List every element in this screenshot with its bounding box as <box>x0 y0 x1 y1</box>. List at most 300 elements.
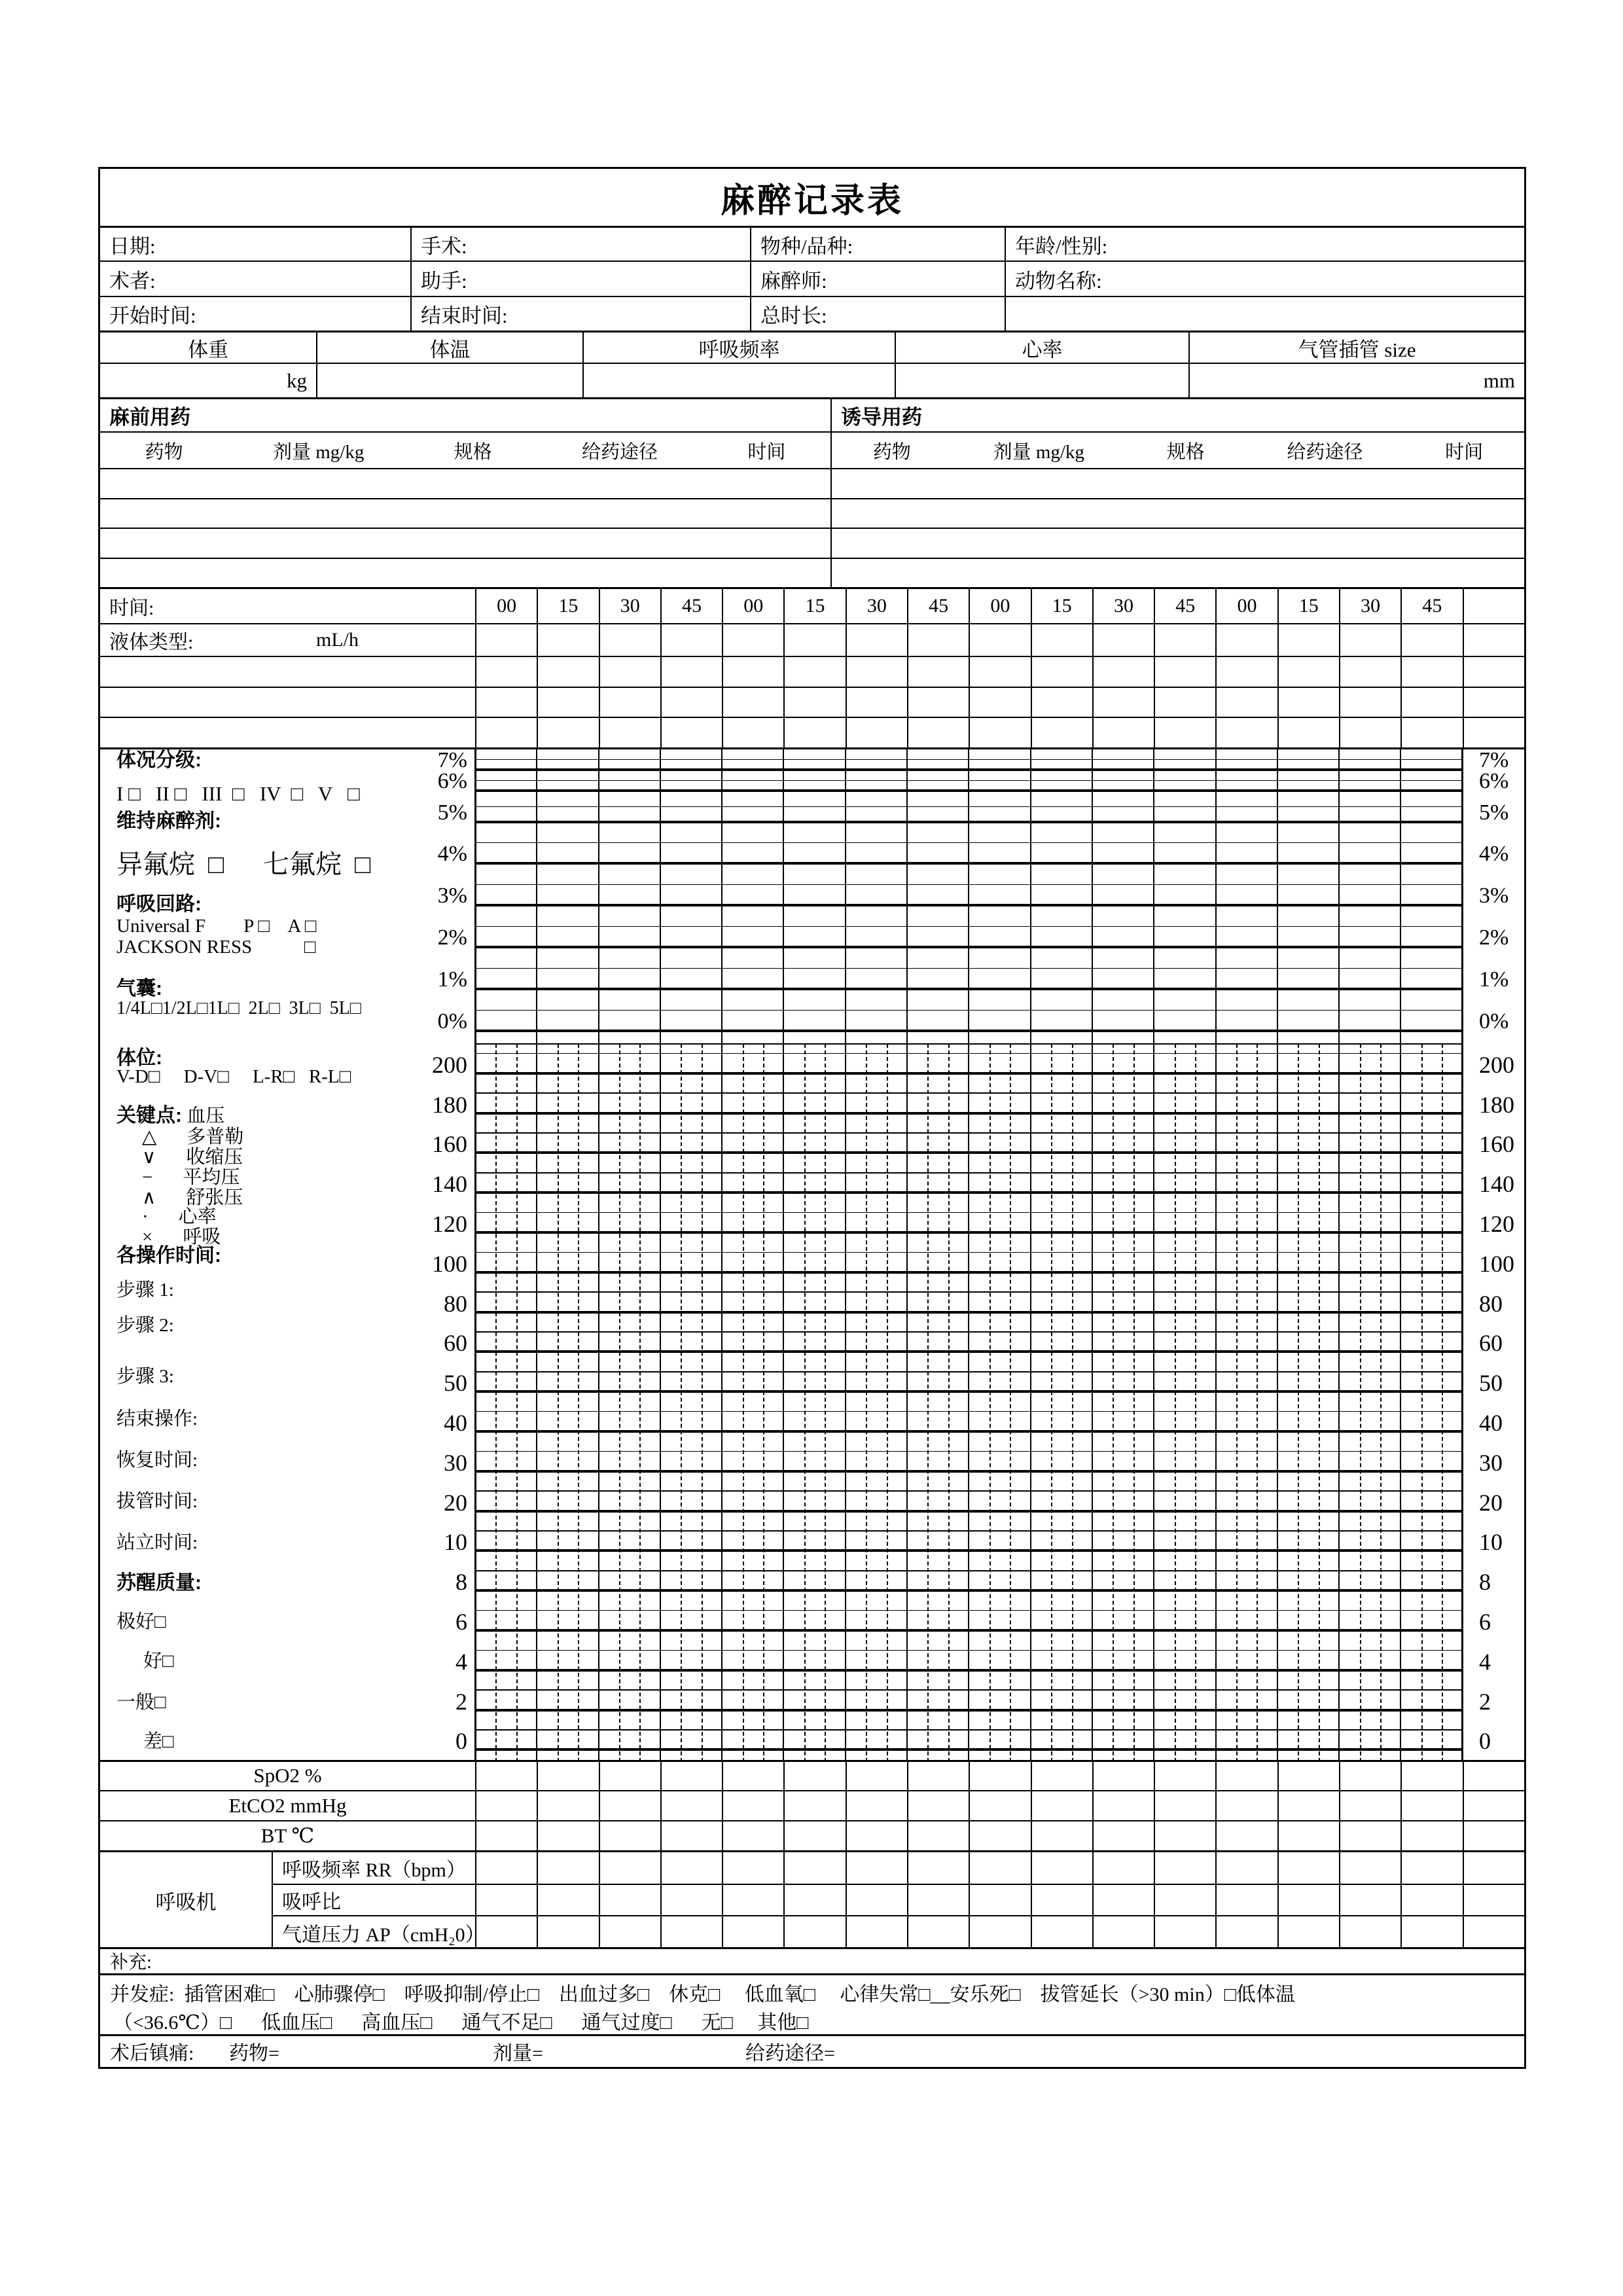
info-cell-0-2: 物种/品种: <box>750 228 1005 260</box>
fluid-extra-cell <box>660 688 722 717</box>
vital-scale-label-left: 6 <box>455 1608 467 1635</box>
fluid-extra-cell <box>969 688 1030 717</box>
vital-grid-thick-line <box>475 1191 1463 1194</box>
monitor-row <box>100 1760 1524 1790</box>
vital-grid-thin-line <box>475 1729 1463 1731</box>
monitor-cell <box>1031 1791 1092 1820</box>
chart-dashed-vline <box>927 1044 929 1762</box>
left-panel-text: 体位: <box>116 1047 162 1069</box>
drug-col-header-1-4: 时间 <box>1445 441 1484 463</box>
vital-scale-label-right: 8 <box>1479 1569 1491 1596</box>
info-cell-0-0: 日期: <box>109 234 156 258</box>
ventilator-sublabel-0: 呼吸频率 RR（bpm） <box>282 1859 466 1881</box>
fluid-extra-cell <box>846 688 907 717</box>
info-table <box>100 226 1524 331</box>
fluid-cell-13 <box>1277 624 1339 656</box>
fluid-extra-cell <box>1092 718 1154 747</box>
legend-text: 呼吸 <box>183 1226 221 1247</box>
ventilator-cell <box>1092 1916 1154 1949</box>
fluid-cell-4 <box>722 624 783 656</box>
drug-entry-right <box>830 529 1524 558</box>
fluid-extra-row <box>100 717 1524 747</box>
monitor-cell <box>1215 1821 1277 1850</box>
pct-grid-thick-line <box>475 862 1463 865</box>
chart-dashed-vline <box>990 1044 991 1762</box>
ventilator-cell <box>537 1885 598 1915</box>
chart-dashed-vline <box>1236 1044 1238 1762</box>
info-cell-1-0: 术者: <box>100 260 410 296</box>
ventilator-cell <box>846 1852 907 1884</box>
fluid-extra-cell <box>722 657 783 687</box>
fluid-extra-cell <box>846 657 907 687</box>
time-cell-12: 00 <box>1215 589 1277 623</box>
vital-scale-label-right: 10 <box>1479 1529 1503 1556</box>
legend-text: 多普勒 <box>187 1126 244 1147</box>
chart-dashed-vline <box>1113 1044 1114 1762</box>
pct-grid-thin-line <box>475 842 1463 844</box>
ventilator-cell <box>660 1916 722 1949</box>
ventilator-cell <box>1463 1916 1524 1949</box>
legend-text: 收缩压 <box>186 1146 243 1168</box>
vital-grid-thin-line <box>475 1490 1463 1492</box>
fluid-extra-cell <box>475 657 537 687</box>
info-cell-2-0: 开始时间: <box>100 296 410 331</box>
chart-dashed-vline <box>1133 1044 1135 1762</box>
drug-entry-right <box>830 469 1524 498</box>
monitor-cell <box>907 1762 969 1790</box>
time-cell-6: 30 <box>846 589 907 623</box>
vital-scale-label-left: 4 <box>455 1648 467 1675</box>
fluid-extra-cell <box>1031 688 1092 717</box>
info-cell-0-1: 手术: <box>410 228 750 260</box>
ventilator-cell <box>660 1885 722 1915</box>
fluid-extra-cell <box>1154 718 1215 747</box>
chart-section-divider <box>475 1043 1463 1045</box>
pct-scale-label-right: 3% <box>1479 883 1509 908</box>
monitor-cell <box>660 1762 722 1790</box>
chart-region <box>100 747 1524 1760</box>
chart-dashed-vline <box>866 1044 867 1762</box>
vital-scale-label-right: 160 <box>1479 1131 1514 1158</box>
premed-columns <box>100 433 830 468</box>
drug-entry-row <box>100 468 1524 498</box>
left-panel-text: 维持麻醉剂: <box>116 810 221 832</box>
monitor-cell <box>783 1821 845 1850</box>
fluid-extra-cell <box>722 718 783 747</box>
vital-grid-thick-line <box>475 1231 1463 1234</box>
monitor-cell <box>907 1791 969 1820</box>
left-panel-text: 体况分级: <box>116 749 202 771</box>
left-panel-text: 步骤 2: <box>116 1314 174 1336</box>
fluid-extra-cell <box>907 688 969 717</box>
vital-scale-label-right: 100 <box>1479 1250 1514 1277</box>
ventilator-section <box>100 1850 1524 1947</box>
fluid-extra-cell <box>1463 688 1524 717</box>
monitor-cell <box>1092 1821 1154 1850</box>
drug-col-header-0-4: 时间 <box>747 441 786 463</box>
drug-col-header-1-1: 剂量 mg/kg <box>993 441 1084 463</box>
info-cell-2-2: 总时长: <box>750 296 1005 331</box>
vitals-unit-cell-3 <box>895 364 1188 397</box>
time-cell-7: 45 <box>907 589 969 623</box>
vital-scale-label-right: 20 <box>1479 1489 1503 1516</box>
vital-scale-label-right: 80 <box>1479 1290 1503 1317</box>
fluid-extra-row <box>100 687 1524 717</box>
ventilator-cell <box>1400 1885 1462 1915</box>
ventilator-cell <box>599 1852 660 1884</box>
chart-dashed-vline <box>1298 1044 1299 1762</box>
fluid-extra-label <box>100 718 475 747</box>
fluid-extra-cell <box>599 718 660 747</box>
time-cell-3: 45 <box>660 589 722 623</box>
fluid-cell-15 <box>1400 624 1462 656</box>
chart-dashed-vline <box>763 1044 764 1762</box>
left-panel-text: I □ II □ III □ IV □ V □ <box>116 781 360 805</box>
monitor-cell <box>1339 1821 1400 1850</box>
vitals-units-row <box>100 363 1524 397</box>
pct-scale-label-left: 4% <box>437 841 467 866</box>
ventilator-cell <box>1463 1852 1524 1884</box>
fluid-extra-cell <box>1277 688 1339 717</box>
ventilator-sublabel-1: 吸呼比 <box>282 1891 341 1913</box>
chart-dashed-vline <box>1380 1044 1382 1762</box>
ventilator-cell <box>1277 1916 1339 1949</box>
monitor-cell <box>475 1762 537 1790</box>
pct-scale-label-left: 7% <box>437 747 467 772</box>
pct-scale-label-right: 0% <box>1479 1009 1509 1033</box>
vital-scale-label-right: 60 <box>1479 1330 1503 1357</box>
monitor-cell <box>969 1821 1030 1850</box>
vital-grid-thick-line <box>475 1430 1463 1433</box>
pct-scale-label-right: 2% <box>1479 925 1509 950</box>
vital-scale-label-left: 40 <box>444 1409 467 1436</box>
vital-grid-thin-line <box>475 1291 1463 1293</box>
ventilator-cell <box>969 1916 1030 1949</box>
legend-symbol: ∧ <box>142 1187 156 1208</box>
ventilator-cell <box>846 1885 907 1915</box>
medication-section-headers <box>100 397 1524 431</box>
pct-grid-thick-line <box>475 988 1463 990</box>
left-panel-text: JACKSON RESS □ <box>116 936 316 958</box>
fluid-cell-11 <box>1154 624 1215 656</box>
chart-dashed-vline <box>639 1044 641 1762</box>
info-cell-1-3: 动物名称: <box>1005 260 1524 296</box>
chart-dashed-vline <box>1175 1044 1176 1762</box>
drug-entry-left <box>100 559 830 588</box>
left-panel-text: Universal F P □ A □ <box>116 915 317 937</box>
vital-grid-thick-line <box>475 1549 1463 1552</box>
fluid-extra-cell <box>599 657 660 687</box>
chart-dashed-vline <box>1010 1044 1011 1762</box>
monitor-cell <box>907 1821 969 1850</box>
time-cell-14: 30 <box>1339 589 1400 623</box>
time-label: 时间: <box>109 598 154 619</box>
fluid-extra-cell <box>1339 688 1400 717</box>
fluid-cell-16 <box>1463 624 1524 656</box>
fluid-cell-3 <box>660 624 722 656</box>
pct-grid-thin-line <box>475 926 1463 927</box>
ventilator-cell <box>475 1852 537 1884</box>
legend-text: 舒张压 <box>186 1187 243 1208</box>
fluid-extra-cell <box>1092 688 1154 717</box>
vitals-unit-cell-0: kg <box>287 368 307 392</box>
page-title: 麻醉记录表 <box>720 182 904 220</box>
ventilator-cell <box>1215 1916 1277 1949</box>
vital-scale-label-left: 8 <box>455 1569 467 1596</box>
ventilator-cell <box>783 1916 845 1949</box>
vital-grid-thick-line <box>475 1350 1463 1353</box>
left-panel-text: 一般□ <box>116 1691 166 1713</box>
vital-scale-label-right: 40 <box>1479 1409 1503 1436</box>
drug-col-header-0-2: 规格 <box>454 441 492 463</box>
fluid-cell-12 <box>1215 624 1277 656</box>
monitor-cell <box>475 1821 537 1850</box>
pct-grid-thin-line <box>475 759 1463 761</box>
info-cell-0-3: 年龄/性别: <box>1005 228 1524 260</box>
fluid-extra-row <box>100 656 1524 687</box>
vital-grid-thin-line <box>475 1092 1463 1094</box>
pct-grid-thick-line <box>475 946 1463 948</box>
pct-scale-label-left: 5% <box>437 800 467 825</box>
drug-entry-left <box>100 529 830 558</box>
ventilator-cell <box>722 1916 783 1949</box>
induction-columns <box>830 433 1524 468</box>
legend-symbol: − <box>142 1166 153 1188</box>
vital-grid-thin-line <box>475 1212 1463 1213</box>
monitor-cell <box>1400 1791 1462 1820</box>
left-panel-text: 关键点: <box>116 1104 182 1126</box>
vital-grid-thick-line <box>475 1748 1463 1751</box>
left-panel-text: 步骤 1: <box>116 1279 174 1300</box>
monitor-row <box>100 1790 1524 1820</box>
monitor-cell <box>1215 1791 1277 1820</box>
ventilator-sublabel-2: 气道压力 AP（cmH₂0） <box>282 1924 485 1946</box>
fluid-extra-cell <box>599 688 660 717</box>
fluid-cell-0 <box>475 624 537 656</box>
vital-grid-thin-line <box>475 1650 1463 1651</box>
pct-grid-thick-line <box>475 1030 1463 1032</box>
drug-col-header-0-0: 药物 <box>145 441 183 463</box>
monitor-cell <box>1092 1791 1154 1820</box>
legend-symbol: × <box>142 1226 153 1247</box>
monitor-cell <box>846 1791 907 1820</box>
vital-grid-thin-line <box>475 1570 1463 1571</box>
drug-entry-right <box>830 499 1524 528</box>
vital-scale-label-right: 2 <box>1479 1688 1491 1715</box>
time-cell-15: 45 <box>1400 589 1462 623</box>
chart-dashed-vline <box>619 1044 620 1762</box>
vital-grid-thin-line <box>475 1610 1463 1611</box>
postop-drug: 药物= <box>229 2043 279 2065</box>
fluid-extra-cell <box>1277 718 1339 747</box>
chart-dashed-vline <box>681 1044 682 1762</box>
monitor-cell <box>846 1762 907 1790</box>
monitor-row <box>100 1820 1524 1850</box>
left-panel-text: 站立时间: <box>116 1532 198 1553</box>
ventilator-row <box>273 1852 1524 1884</box>
left-panel-text: 各操作时间: <box>116 1244 221 1266</box>
monitor-cell <box>1277 1791 1339 1820</box>
vital-scale-label-left: 0 <box>455 1728 467 1755</box>
vital-grid-thin-line <box>475 1530 1463 1532</box>
left-panel-text: 差□ <box>143 1731 174 1752</box>
chart-dashed-vline <box>516 1044 518 1762</box>
fluid-extra-cell <box>1277 657 1339 687</box>
time-cell-10: 30 <box>1092 589 1154 623</box>
monitor-cell <box>1277 1821 1339 1850</box>
vital-scale-label-right: 200 <box>1479 1051 1514 1078</box>
legend-text: 平均压 <box>183 1166 240 1188</box>
left-panel-text: 1/4L□1/2L□1L□ 2L□ 3L□ 5L□ <box>116 997 361 1018</box>
fluid-extra-label <box>100 688 475 717</box>
time-cell-4: 00 <box>722 589 783 623</box>
pct-scale-label-right: 5% <box>1479 800 1509 825</box>
pct-grid-thick-line <box>475 821 1463 823</box>
vital-scale-label-left: 80 <box>444 1290 467 1317</box>
vital-grid-thin-line <box>475 1172 1463 1174</box>
ventilator-cell <box>1277 1885 1339 1915</box>
drug-col-header-0-3: 给药途径 <box>582 441 658 463</box>
fluid-extra-cell <box>537 657 598 687</box>
vital-grid-thin-line <box>475 1371 1463 1372</box>
monitor-cell <box>599 1762 660 1790</box>
chart-dashed-vline <box>1421 1044 1423 1762</box>
left-panel-text: 呼吸回路: <box>116 893 202 915</box>
fluid-extra-cell <box>1400 718 1462 747</box>
pct-scale-label-left: 3% <box>437 883 467 908</box>
fluid-extra-cell <box>1215 688 1277 717</box>
vital-scale-label-left: 30 <box>444 1449 467 1476</box>
pct-grid-thick-line <box>475 789 1463 792</box>
fluid-cell-2 <box>599 624 660 656</box>
vital-scale-label-right: 120 <box>1479 1210 1514 1237</box>
ventilator-cell <box>1031 1885 1092 1915</box>
pct-grid-thin-line <box>475 968 1463 969</box>
chart-dashed-vline <box>1195 1044 1196 1762</box>
fluid-cell-6 <box>846 624 907 656</box>
vitals-header-3: 心率 <box>895 332 1188 363</box>
time-cell-5: 15 <box>783 589 845 623</box>
time-cell-2: 30 <box>599 589 660 623</box>
pct-grid-thin-line <box>475 780 1463 781</box>
ventilator-cell <box>907 1885 969 1915</box>
monitor-cell <box>537 1791 598 1820</box>
fluid-extra-cell <box>969 718 1030 747</box>
drug-entry-row <box>100 558 1524 588</box>
fluid-cell-14 <box>1339 624 1400 656</box>
drug-entry-left <box>100 469 830 498</box>
fluid-type-label: 液体类型: <box>109 632 194 653</box>
left-panel-text: 气囊: <box>116 977 162 999</box>
chart-dashed-vline <box>1051 1044 1052 1762</box>
monitor-cell <box>475 1791 537 1820</box>
fluid-extra-cell <box>1215 718 1277 747</box>
postop-route: 给药途径= <box>745 2043 835 2065</box>
monitor-cell <box>722 1821 783 1850</box>
fluid-extra-cell <box>783 718 845 747</box>
chart-dashed-vline <box>1442 1044 1443 1762</box>
monitor-cell <box>1154 1791 1215 1820</box>
time-cell-9: 15 <box>1031 589 1092 623</box>
form-title-row <box>100 169 1524 226</box>
chart-dashed-vline <box>578 1044 579 1762</box>
time-header-row <box>100 587 1524 623</box>
left-panel-text: V-D□ D-V□ L-R□ R-L□ <box>116 1066 351 1087</box>
fluid-rate-unit: mL/h <box>316 629 359 651</box>
vital-scale-label-right: 180 <box>1479 1091 1514 1118</box>
ventilator-cell <box>907 1852 969 1884</box>
time-cell-11: 45 <box>1154 589 1215 623</box>
drug-col-header-1-3: 给药途径 <box>1287 441 1363 463</box>
left-panel-text: 恢复时间: <box>116 1449 198 1471</box>
drug-entry-row <box>100 498 1524 528</box>
pct-grid-thin-line <box>475 884 1463 886</box>
fluid-label-cell <box>100 624 475 656</box>
fluid-extra-cell <box>846 718 907 747</box>
ventilator-cell <box>599 1885 660 1915</box>
monitor-cell <box>1031 1762 1092 1790</box>
ventilator-cell <box>1463 1885 1524 1915</box>
fluid-extra-cell <box>1215 657 1277 687</box>
fluid-extra-cell <box>660 718 722 747</box>
monitor-cell <box>1154 1821 1215 1850</box>
vital-scale-label-left: 180 <box>432 1091 467 1118</box>
legend-text: 心率 <box>178 1206 217 1227</box>
vital-grid-thick-line <box>475 1271 1463 1274</box>
ventilator-cell <box>1154 1852 1215 1884</box>
vital-scale-label-left: 140 <box>432 1171 467 1198</box>
fluid-extra-cell <box>660 657 722 687</box>
monitor-cell <box>1339 1791 1400 1820</box>
supplement-row <box>100 1947 1524 1973</box>
postop-label: 术后镇痛: <box>110 2043 194 2065</box>
vital-grid-thin-line <box>475 1252 1463 1253</box>
time-cell-16 <box>1463 589 1524 623</box>
monitor-cell <box>1339 1762 1400 1790</box>
anesthesia-record-form <box>98 167 1526 2069</box>
time-cell-13: 15 <box>1277 589 1339 623</box>
vital-scale-label-right: 30 <box>1479 1449 1503 1476</box>
vitals-header-4: 气管插管 size <box>1188 332 1524 363</box>
monitor-cell <box>537 1821 598 1850</box>
monitor-cell <box>846 1821 907 1850</box>
pct-scale-label-right: 7% <box>1479 747 1509 772</box>
vital-scale-label-left: 120 <box>432 1210 467 1237</box>
induction-title: 诱导用药 <box>830 399 1524 431</box>
fluid-extra-cell <box>1339 718 1400 747</box>
ventilator-cell <box>1215 1852 1277 1884</box>
left-panel-text: 拔管时间: <box>116 1490 198 1512</box>
monitor-cell <box>722 1762 783 1790</box>
fluid-extra-cell <box>475 688 537 717</box>
monitor-cell <box>1463 1791 1524 1820</box>
monitor-cell <box>537 1762 598 1790</box>
complications-line2: （<36.6℃）□ 低血压□ 高血压□ 通气不足□ 通气过度□ 无□ 其他□ <box>113 2011 809 2034</box>
vital-scale-label-right: 6 <box>1479 1608 1491 1635</box>
fluid-extra-label <box>100 657 475 687</box>
fluid-cell-10 <box>1092 624 1154 656</box>
ventilator-cell <box>783 1852 845 1884</box>
ventilator-cell <box>722 1885 783 1915</box>
vital-scale-label-left: 10 <box>444 1529 467 1556</box>
fluid-cell-8 <box>969 624 1030 656</box>
monitor-cell <box>1154 1762 1215 1790</box>
premed-title: 麻前用药 <box>109 406 190 429</box>
left-panel-text: 极好□ <box>116 1611 166 1632</box>
ventilator-cell <box>1092 1852 1154 1884</box>
time-cell-8: 00 <box>969 589 1030 623</box>
fluid-extra-cell <box>1400 657 1462 687</box>
